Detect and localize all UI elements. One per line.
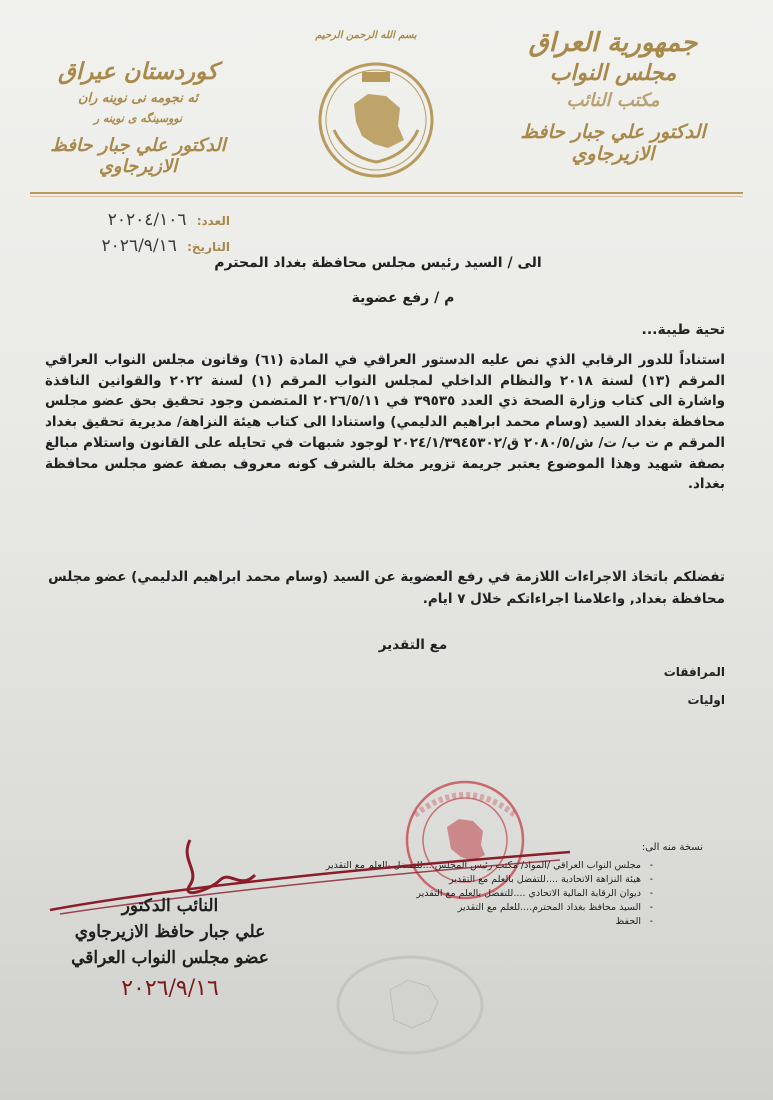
signature-block bbox=[50, 896, 290, 1001]
mp-name: الدكتور علي جبار حافظ الازيرجاوي bbox=[520, 121, 706, 165]
recipient-line: الى / السيد رئيس مجلس محافظة بغداد المحترم bbox=[214, 255, 542, 271]
number-row bbox=[30, 210, 230, 230]
list-item: - الحفظ bbox=[201, 916, 641, 927]
basmala: بسم الله الرحمن الرحيم bbox=[315, 30, 417, 41]
kurdish-office-name: نووسينگه ى نوينه ر bbox=[93, 112, 183, 125]
header-divider bbox=[30, 192, 743, 194]
country-name: جمهورية العراق bbox=[528, 28, 698, 58]
letterhead-left bbox=[18, 58, 258, 177]
header-divider-thin bbox=[30, 196, 743, 197]
copies-title: نسخة منه الى: bbox=[641, 842, 703, 853]
closing-regards: مع التقدير bbox=[378, 637, 448, 653]
list-item: - السيد محافظ بغداد المحترم....للعلم مع التقدير bbox=[201, 902, 641, 913]
kurdish-country-name: كوردستان عيراق bbox=[58, 58, 218, 85]
letterhead-right bbox=[493, 28, 733, 165]
greeting: تحية طيبة... bbox=[641, 322, 725, 338]
body-paragraph-1: استناداً للدور الرقابي الذي نص عليه الدستور العراقي في المادة (٦١) وقانون مجلس النواب العراقي المرقم (١٣) لسنة ٢٠١٨ والنظام الداخلي لمجلس النواب المرقم (١) لسنة ٢٠٢٢ والقوانين النافذة واشارة الى كتاب وزارة الصحة ذي العدد ٣٩٥٣٥ في ٢٠٢٦/٥/١١ المتضمن وجود تحقيق بحق عضو مجلس محافظة بغداد السيد (وسام محمد ابراهيم الدليمي) واستنادا الى كتاب هيئة النزاهة/ مديرية تحقيق بغداد المرقم م ت ب/ ت/ ش/٢٠٨٠/٥ ق/٢٠٢٤/١/٣٩٤٥٣٠٢ لوجود شبهات في تحايله على القانون واستلام مبالغ بصفة شهيد وهذا الموضوع يعتبر جريمة تزوير مخلة بالشرف كونه معروف بصفة عضو مجلس محافظة بغداد. bbox=[45, 352, 726, 493]
council-name: مجلس النواب bbox=[549, 60, 677, 86]
kurdish-mp-name: الدكتور علي جبار حافظ الازيرجاوي bbox=[50, 135, 226, 177]
parliament-emblem-icon bbox=[316, 60, 436, 180]
signatory-title: النائب الدكتور bbox=[121, 896, 219, 916]
attachments-label: المرافقات bbox=[663, 665, 725, 679]
attachments-value: اوليات bbox=[687, 693, 725, 707]
subject-line: م / رفع عضوية bbox=[351, 290, 455, 306]
office-name: مكتب النائب bbox=[566, 90, 660, 111]
embossed-seal-icon bbox=[330, 950, 490, 1060]
list-item: - ديوان الرقابة المالية الاتحادي ....للتفضل بالعلم مع التقدير bbox=[201, 888, 641, 899]
signatory-name: علي جبار حافظ الازيرجاوي bbox=[74, 922, 266, 942]
number-label: العدد: bbox=[196, 214, 230, 228]
date-value: ٢٠٢٦/٩/١٦ bbox=[101, 236, 177, 256]
kurdish-council-name: ئه نجومه نى نوينه ران bbox=[77, 91, 199, 106]
body-paragraph-2: تفضلكم باتخاذ الاجراءات اللازمة في رفع العضوية عن السيد (وسام محمد ابراهيم الدليمي) عضو مجلس محافظة بغداد, واعلامنا اجراءاتكم خلال ٧ ايام. bbox=[48, 569, 725, 607]
signature-date: ٢٠٢٦/٩/١٦ bbox=[121, 976, 219, 1001]
list-item: - هيئة النزاهة الاتحادية ....للتفضل بالعلم مع التقدير bbox=[201, 874, 641, 885]
number-value: ٢٠٢٠٤/١٠٦ bbox=[107, 210, 187, 230]
list-item: - مجلس النواب العراقي /المواد/ مكتب رئيس المجلس....للتفضل بالعلم مع التقدير bbox=[201, 860, 641, 871]
signatory-position: عضو مجلس النواب العراقي bbox=[71, 948, 269, 968]
date-row bbox=[30, 236, 230, 256]
date-label: التاريخ: bbox=[187, 240, 230, 254]
